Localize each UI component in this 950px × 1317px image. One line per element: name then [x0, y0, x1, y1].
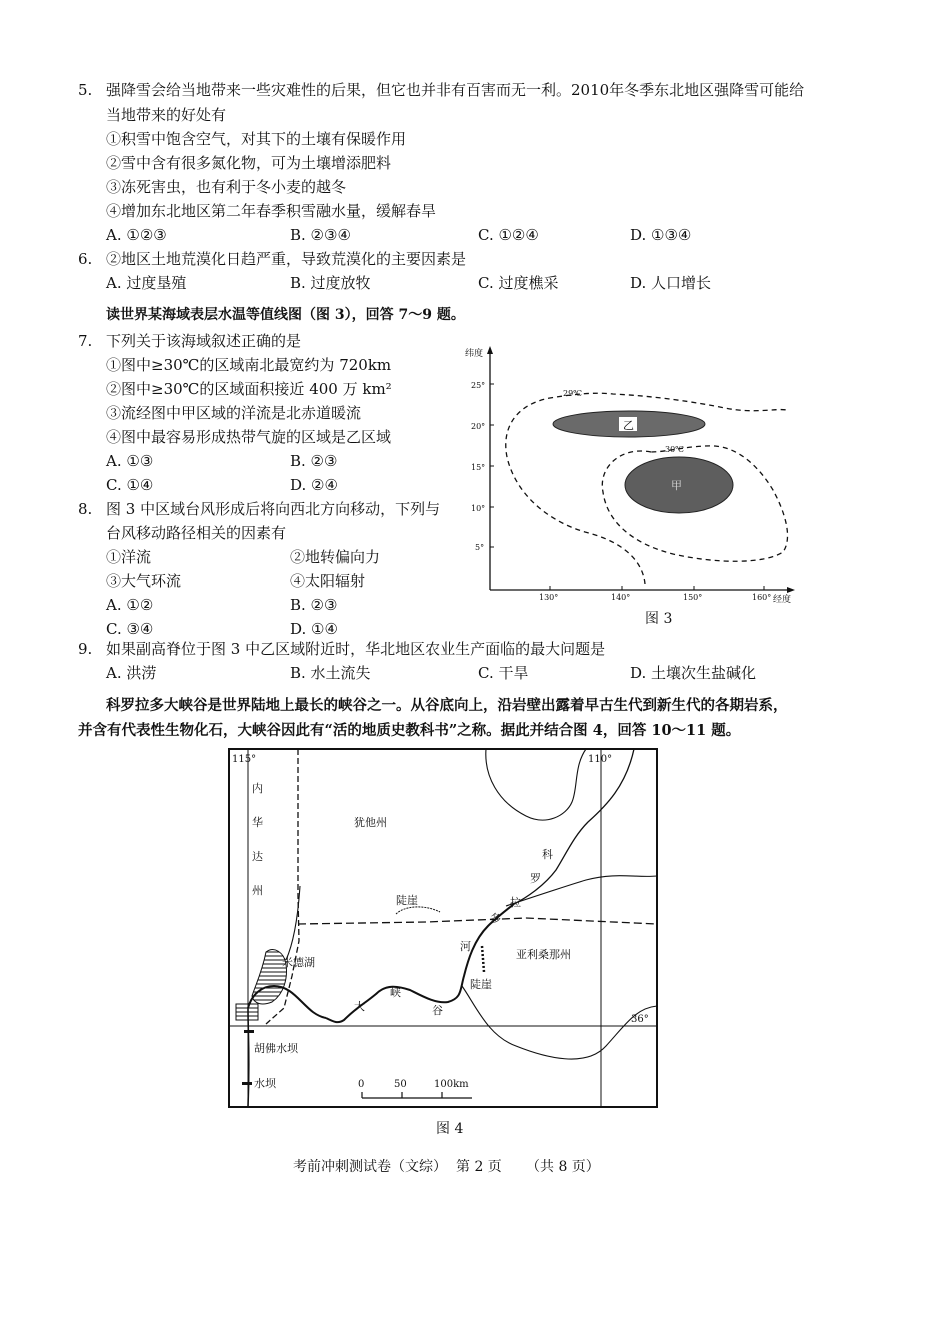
q8-item-2: ②地转偏向力: [290, 548, 381, 566]
q6-option-c: C. 过度樵采: [478, 274, 559, 292]
q7-item-1: ①图中≥30℃的区域南北最宽约为 720km: [106, 356, 392, 374]
fig4-river-char-2: 罗: [530, 872, 541, 885]
q5-option-d: D. ①③④: [630, 226, 692, 244]
fig4-scale-100km: 100km: [434, 1079, 469, 1090]
q5-item-4: ④增加东北地区第二年春季积雪融水量，缓解春旱: [106, 202, 437, 220]
q6-option-b: B. 过度放牧: [290, 274, 371, 292]
fig3-xtick-160: 160°: [752, 593, 772, 602]
fig3-ytick-10: 10°: [471, 504, 486, 513]
fig4-label-arizona: 亚利桑那州: [516, 948, 571, 961]
fig3-y-arrow: [487, 346, 493, 354]
fig3-ytick-20: 20°: [471, 422, 486, 431]
q7-item-4: ④图中最容易形成热带气旋的区域是乙区域: [106, 428, 392, 446]
fig4-label-hoover-dam: 胡佛水坝: [254, 1042, 298, 1055]
q5-option-a: A. ①②③: [106, 226, 167, 244]
q8-number: 8.: [78, 500, 93, 518]
q7-stem: 下列关于该海域叙述正确的是: [106, 332, 302, 350]
q6-option-a: A. 过度垦殖: [106, 274, 187, 292]
fig4-river-char-1: 科: [542, 848, 553, 861]
q5-item-3: ③冻死害虫，也有利于冬小麦的越冬: [106, 178, 347, 196]
q5-stem-line2: 当地带来的好处有: [106, 106, 227, 124]
q8-item-4: ④太阳辐射: [290, 572, 366, 590]
figure-3-sea-temperature-map: [455, 342, 805, 632]
q6-option-d: D. 人口增长: [630, 274, 712, 292]
intro-questions-7-9: 读世界某海域表层水温等值线图（图 3），回答 7～9 题。: [106, 307, 465, 323]
q7-option-d: D. ②④: [290, 476, 338, 494]
fig4-label-dam: 水坝: [254, 1077, 276, 1090]
q9-stem: 如果副高脊位于图 3 中乙区域附近时，华北地区农业生产面临的最大问题是: [106, 640, 606, 658]
footer-total: （共 8 页）: [526, 1159, 600, 1175]
q8-option-a: A. ①②: [106, 596, 154, 614]
fig4-lon-110-label: 110°: [588, 754, 613, 765]
fig4-lat-36-label: 36°: [631, 1014, 649, 1025]
q7-option-c: C. ①④: [106, 476, 154, 494]
fig3-label-30: 30℃: [665, 445, 685, 454]
fig3-label-29: 29℃: [563, 389, 583, 398]
fig3-region-jia-label: 甲: [671, 479, 682, 492]
q7-option-a: A. ①③: [106, 452, 154, 470]
intro-questions-10-11-line2: 并含有代表性生物化石，大峡谷因此有“活的地质史教科书”之称。据此并结合图 4，回答 10～11 题。: [78, 722, 741, 739]
q7-number: 7.: [78, 332, 93, 350]
fig4-label-cliff-1: 陡崖: [396, 894, 418, 907]
fig4-scale-50: 50: [394, 1079, 407, 1090]
fig4-lake-mead-lower: [236, 1004, 258, 1020]
fig4-canyon-char-3: 谷: [432, 1004, 443, 1017]
fig3-ytick-25: 25°: [471, 381, 486, 390]
fig4-scale-0: 0: [358, 1079, 365, 1090]
figure-4-grand-canyon-map: [226, 746, 662, 1114]
fig3-y-axis-label: 纬度: [465, 349, 484, 359]
q5-number: 5.: [78, 81, 93, 99]
fig4-river-char-4: 多: [490, 912, 501, 925]
q9-number: 9.: [78, 640, 93, 658]
footer-page: 第 2 页: [456, 1159, 502, 1175]
fig3-caption: 图 3: [645, 611, 673, 627]
fig4-canyon-char-2: 峡: [390, 986, 401, 999]
fig3-ytick-15: 15°: [471, 463, 486, 472]
fig3-xtick-130: 130°: [539, 593, 559, 602]
q8-option-c: C. ③④: [106, 620, 154, 638]
q5-item-2: ②雪中含有很多氮化物，可为土壤增添肥料: [106, 154, 392, 172]
q8-option-b: B. ②③: [290, 596, 338, 614]
fig4-dam-marker: [242, 1082, 252, 1085]
q9-option-a: A. 洪涝: [106, 664, 157, 682]
q5-option-b: B. ②③④: [290, 226, 351, 244]
fig4-canyon-char-1: 大: [354, 1000, 365, 1013]
fig3-x-axis-label: 经度: [773, 595, 792, 605]
fig4-river-lower: [248, 1008, 249, 1107]
q8-stem-line2: 台风移动路径相关的因素有: [106, 524, 287, 542]
fig3-region-yi-label: 乙: [623, 419, 634, 432]
fig4-label-nevada-3: 达: [252, 850, 263, 863]
q7-item-3: ③流经图中甲区域的洋流是北赤道暖流: [106, 404, 362, 422]
fig3-ytick-5: 5°: [475, 543, 485, 552]
q6-number: 6.: [78, 250, 93, 268]
q9-option-d: D. 土壤次生盐碱化: [630, 664, 757, 682]
q8-option-d: D. ①④: [290, 620, 338, 638]
fig4-river-char-5: 河: [460, 940, 471, 953]
q6-stem: ②地区土地荒漠化日趋严重，导致荒漠化的主要因素是: [106, 250, 467, 268]
q5-item-1: ①积雪中饱含空气，对其下的土壤有保暖作用: [106, 130, 407, 148]
fig4-lon-115-label: 115°: [232, 754, 257, 765]
fig3-xtick-140: 140°: [611, 593, 631, 602]
fig3-xtick-150: 150°: [683, 593, 703, 602]
q7-option-b: B. ②③: [290, 452, 338, 470]
q8-stem-line1: 图 3 中区域台风形成后将向西北方向移动，下列与: [106, 500, 441, 518]
q9-option-c: C. 干旱: [478, 664, 529, 682]
q8-item-1: ①洋流: [106, 548, 152, 566]
fig4-caption: 图 4: [436, 1121, 464, 1137]
fig4-label-nevada-2: 华: [252, 816, 263, 829]
fig3-x-arrow: [787, 587, 795, 593]
q9-option-b: B. 水土流失: [290, 664, 371, 682]
fig4-hoover-dam-marker: [244, 1030, 254, 1033]
fig4-label-nevada-4: 州: [252, 884, 263, 897]
q7-item-2: ②图中≥30℃的区域面积接近 400 万 km²: [106, 380, 392, 398]
q5-stem-line1: 强降雪会给当地带来一些灾难性的后果，但它也并非有百害而无一利。2010年冬季东北地区强降雪可能给: [106, 81, 805, 99]
fig4-river-char-3: 拉: [510, 896, 521, 909]
q5-option-c: C. ①②④: [478, 226, 539, 244]
q8-item-3: ③大气环流: [106, 572, 182, 590]
fig4-label-cliff-2: 陡崖: [470, 978, 492, 991]
intro-questions-10-11-line1: 科罗拉多大峡谷是世界陆地上最长的峡谷之一。从谷底向上，沿岩壁出露着早古生代到新生代的各期岩系，: [106, 697, 788, 714]
fig4-label-lake-mead: 米德湖: [282, 956, 315, 969]
fig4-label-utah: 犹他州: [354, 816, 387, 829]
footer-title: 考前冲刺测试卷（文综）: [293, 1159, 447, 1175]
fig4-label-nevada-1: 内: [252, 782, 263, 795]
